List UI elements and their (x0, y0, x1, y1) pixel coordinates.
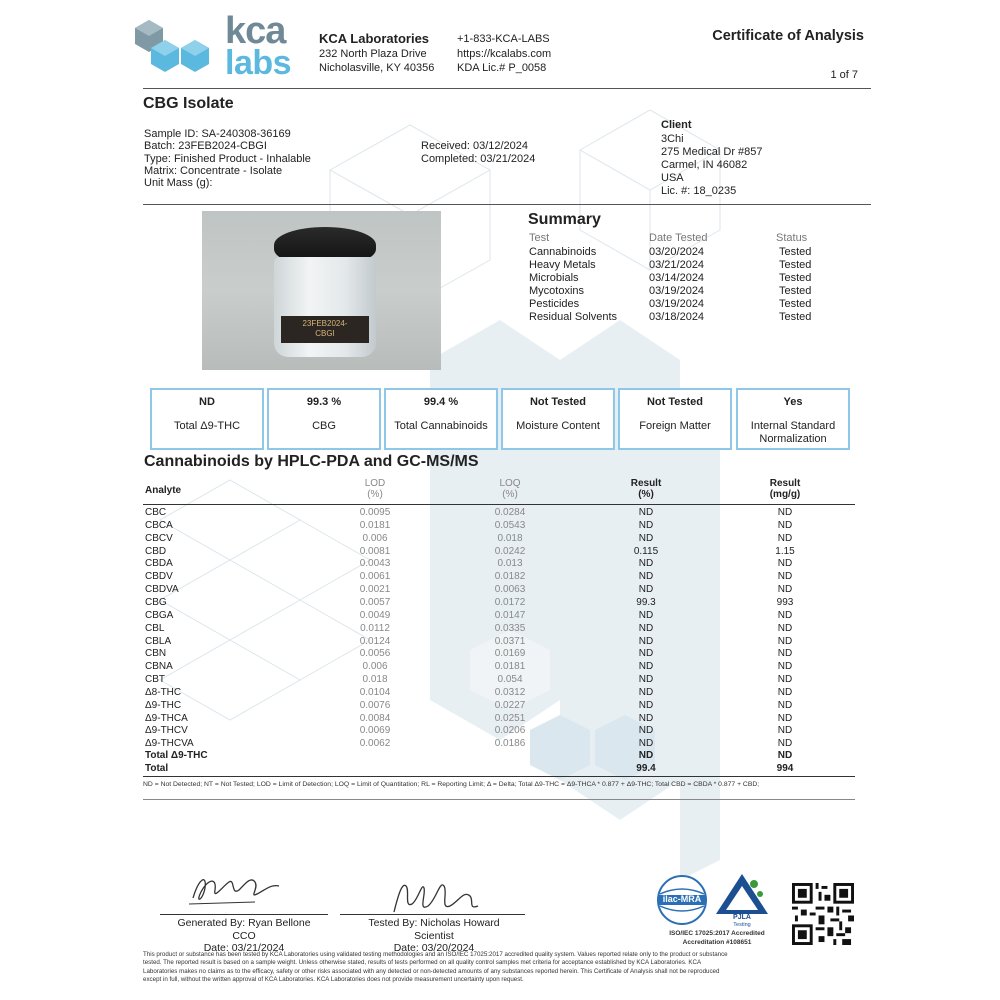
analyte-name: CBGA (145, 609, 174, 621)
stat-value: ND (199, 396, 215, 408)
table-header (145, 477, 855, 503)
result-mg: ND (777, 558, 793, 570)
iso-accreditation-line1: ISO/IEC 17025:2017 Accredited (669, 930, 765, 937)
stat-box-total-thc (150, 388, 264, 450)
table-row (145, 546, 855, 559)
analyte-name: CBD (145, 545, 167, 557)
footnote-divider (143, 799, 855, 800)
loq-value: 0.0284 (494, 507, 526, 518)
table-row (145, 674, 855, 687)
summary-status: Tested (779, 285, 812, 297)
result-pct: ND (638, 609, 654, 621)
tested-by-role: Scientist (414, 929, 454, 942)
stat-label: Moisture Content (516, 420, 600, 432)
loq-value: 0.0186 (494, 738, 526, 750)
logo-text-labs: labs (225, 44, 292, 82)
analyte-name: CBN (145, 648, 167, 660)
page-number: 1 of 7 (830, 69, 858, 81)
loq-value: 0.0227 (494, 699, 526, 711)
result-pct: ND (638, 507, 654, 518)
col-result-mg-label: Result (769, 478, 801, 489)
lod-value: 0.0057 (359, 596, 391, 608)
lod-value: 0.0124 (359, 635, 391, 647)
loq-value: 0.018 (497, 532, 523, 544)
summary-row (529, 285, 829, 298)
summary-status: Tested (779, 298, 812, 310)
analyte-name: Δ8-THC (145, 686, 182, 698)
result-pct: ND (638, 661, 654, 673)
summary-test: Pesticides (529, 298, 580, 310)
total-label: Total (145, 763, 169, 774)
summary-date: 03/19/2024 (649, 298, 705, 310)
summary-row (529, 246, 829, 259)
summary-row (529, 259, 829, 272)
total-thc-label: Total Δ9-THC (145, 750, 208, 761)
stat-box-moisture (501, 388, 615, 450)
disclaimer (143, 951, 863, 984)
col-analyte: Analyte (145, 485, 182, 496)
result-pct: ND (638, 725, 654, 737)
result-pct: ND (638, 738, 654, 750)
col-result-mg (755, 478, 815, 500)
result-pct: ND (638, 519, 654, 531)
jar-label-line1: 23FEB2024- (302, 319, 348, 328)
result-mg: ND (777, 674, 793, 686)
result-mg: ND (777, 584, 793, 596)
summary-header-row (529, 232, 829, 245)
client-country: USA (661, 172, 684, 184)
result-pct: 0.115 (633, 545, 659, 557)
result-pct: ND (638, 532, 654, 544)
client-address-line1: 275 Medical Dr #857 (661, 146, 763, 158)
logo-cubes-icon (133, 18, 213, 83)
result-mg: 1.15 (775, 545, 795, 557)
company-website[interactable]: https://kcalabs.com (457, 48, 552, 60)
pjla-triangle-icon (714, 872, 770, 916)
result-mg: ND (777, 725, 793, 737)
analyte-name: CBDV (145, 571, 173, 583)
table-footer-divider (143, 776, 855, 777)
company-phone: +1-833-KCA-LABS (457, 33, 550, 45)
result-pct: ND (638, 674, 654, 686)
received-date: Received: 03/12/2024 (421, 140, 529, 152)
stat-label: Total Δ9-THC (173, 420, 241, 432)
stat-label: Total Cannabinoids (394, 420, 488, 432)
tested-by: Tested By: Nicholas Howard (368, 917, 500, 929)
summary-test: Residual Solvents (529, 311, 618, 323)
summary-row (529, 272, 829, 285)
lod-value: 0.0043 (359, 558, 391, 570)
signature-nicholas-howard (388, 876, 488, 916)
loq-value: 0.0206 (494, 725, 526, 737)
result-mg: ND (777, 635, 793, 647)
result-mg: ND (777, 571, 793, 583)
result-pct: ND (638, 584, 654, 596)
analyte-name: Δ9-THCV (145, 725, 188, 737)
loq-value: 0.013 (497, 558, 523, 570)
sample-id: Sample ID: SA-240308-36169 (144, 128, 291, 140)
signature-ryan-bellone (185, 868, 285, 910)
loq-value: 0.0251 (494, 712, 526, 724)
total-thc-row (145, 750, 855, 763)
client-name: 3Chi (661, 133, 684, 145)
analyte-name: CBG (145, 596, 167, 608)
col-result-pct (616, 478, 676, 500)
analyte-name: CBDA (145, 558, 173, 570)
client-license: Lic. #: 18_0235 (661, 185, 737, 197)
ilac-text: ilac-MRA (662, 894, 702, 904)
lod-value: 0.0095 (359, 507, 391, 518)
table-row (145, 636, 855, 649)
total-mg: 994 (776, 763, 794, 774)
summary-status: Tested (779, 272, 812, 284)
cannabinoids-heading: Cannabinoids by HPLC-PDA and GC-MS/MS (144, 453, 479, 470)
analyte-name: CBCA (145, 519, 173, 531)
result-pct: ND (638, 648, 654, 660)
total-row (145, 763, 855, 776)
signature-line-left (160, 914, 328, 915)
lod-value: 0.0112 (360, 622, 390, 634)
summary-test: Cannabinoids (529, 246, 597, 258)
signature-block-left (150, 917, 338, 955)
logo-text-kca: kca (225, 10, 286, 52)
completed-date: Completed: 03/21/2024 (421, 153, 536, 165)
disclaimer-line: This product or substance has been tested by KCA Laboratories using validated testing methodologies and an ISO/IEC 17025:2017 accredited quality system. Values reported relate only to the product or substance (143, 951, 728, 958)
lod-value: 0.0061 (359, 571, 391, 583)
loq-value: 0.0172 (494, 596, 526, 608)
result-mg: ND (777, 648, 793, 660)
stat-value: 99.4 % (423, 396, 459, 408)
loq-value: 0.0169 (494, 648, 526, 660)
analyte-name: CBNA (145, 661, 173, 673)
analyte-name: CBCV (145, 532, 173, 544)
summary-date: 03/21/2024 (649, 259, 705, 271)
table-row (145, 648, 855, 661)
pjla-subtext: Testing (733, 922, 751, 928)
result-pct: ND (638, 686, 654, 698)
result-mg: 993 (776, 596, 794, 608)
stat-box-cbg (267, 388, 381, 450)
company-name: KCA Laboratories (319, 31, 430, 46)
summary-row (529, 311, 829, 324)
lod-value: 0.0021 (359, 584, 391, 596)
table-row (145, 661, 855, 674)
analyte-name: Δ9-THCA (145, 712, 188, 724)
loq-value: 0.0543 (494, 519, 526, 531)
stat-box-foreign-matter (618, 388, 732, 450)
col-result-pct-label: Result (630, 478, 662, 489)
loq-value: 0.0335 (494, 622, 526, 634)
pjla-logo (714, 872, 770, 928)
analyte-name: Δ9-THCVA (145, 738, 194, 750)
sample-type: Type: Finished Product - Inhalable (144, 153, 311, 165)
table-row (145, 520, 855, 533)
col-loq-label: LOQ (499, 478, 521, 489)
lod-value: 0.0081 (359, 545, 391, 557)
result-pct: 99.3 (636, 596, 656, 608)
loq-value: 0.0371 (494, 635, 526, 647)
summary-test: Heavy Metals (529, 259, 596, 271)
col-result-mg-unit: (mg/g) (769, 489, 801, 500)
ilac-mra-logo (655, 874, 709, 926)
lod-value: 0.0076 (359, 699, 391, 711)
sample-matrix: Matrix: Concentrate - Isolate (144, 165, 283, 177)
pjla-text: PJLA (733, 914, 751, 921)
summary-col-date: Date Tested (649, 232, 708, 244)
lod-value: 0.0056 (359, 648, 391, 660)
result-pct: ND (638, 635, 654, 647)
stat-label: Internal Standard Normalization (750, 420, 836, 445)
summary-date: 03/14/2024 (649, 272, 705, 284)
total-thc-pct: ND (638, 750, 654, 761)
signature-line-right (340, 914, 525, 915)
sample-batch: Batch: 23FEB2024-CBGI (144, 140, 267, 152)
result-pct: ND (638, 571, 654, 583)
loq-value: 0.054 (497, 674, 523, 686)
summary-col-test: Test (529, 232, 550, 244)
stat-box-total-cannabinoids (384, 388, 498, 450)
analyte-name: CBLA (145, 635, 172, 647)
company-logo (133, 10, 298, 83)
stat-value: Not Tested (646, 396, 704, 408)
result-mg: ND (777, 686, 793, 698)
table-row (145, 558, 855, 571)
lod-value: 0.006 (362, 661, 388, 673)
result-mg: ND (777, 712, 793, 724)
col-lod (345, 478, 405, 500)
sample-unit-mass: Unit Mass (g): (144, 177, 213, 189)
result-mg: ND (777, 661, 793, 673)
summary-status: Tested (779, 246, 812, 258)
table-row (145, 507, 855, 520)
client-address-line2: Carmel, IN 46082 (661, 159, 748, 171)
sample-divider (143, 204, 871, 205)
result-mg: ND (777, 609, 793, 621)
loq-value: 0.0242 (494, 545, 526, 557)
result-mg: ND (777, 738, 793, 750)
client-heading: Client (661, 119, 692, 131)
loq-value: 0.0147 (494, 609, 526, 621)
table-row (145, 687, 855, 700)
result-mg: ND (777, 519, 793, 531)
header-divider (143, 88, 871, 89)
disclaimer-line: except in full, without the written approval of KCA Laboratories. KCA Laboratories does not provide measurement uncertainty upon request. (143, 975, 524, 983)
lod-value: 0.0069 (359, 725, 391, 737)
result-mg: ND (777, 507, 793, 518)
result-pct: ND (638, 622, 654, 634)
lod-value: 0.006 (362, 532, 388, 544)
summary-test: Microbials (529, 272, 579, 284)
loq-value: 0.0181 (494, 661, 526, 673)
summary-row (529, 298, 829, 311)
stat-label: Foreign Matter (639, 420, 711, 432)
col-loq (480, 478, 540, 500)
generated-by-date: Date: 03/21/2024 (203, 942, 285, 954)
document-title: Certificate of Analysis (712, 28, 864, 44)
result-pct: ND (638, 558, 654, 570)
company-address-line1: 232 North Plaza Drive (319, 48, 427, 60)
table-row (145, 623, 855, 636)
iso-accreditation-line2: Accreditation #108651 (682, 939, 752, 946)
product-name: CBG Isolate (143, 95, 234, 112)
loq-value: 0.0312 (494, 686, 526, 698)
table-row (145, 725, 855, 738)
lod-value: 0.0049 (359, 609, 391, 621)
loq-value: 0.0182 (494, 571, 526, 583)
analyte-name: CBDVA (145, 584, 179, 596)
result-mg: ND (777, 699, 793, 711)
stat-label: CBG (312, 420, 336, 432)
company-license: KDA Lic.# P_0058 (457, 62, 547, 74)
summary-col-status: Status (776, 232, 808, 244)
total-thc-mg: ND (777, 750, 793, 761)
table-row (145, 571, 855, 584)
summary-date: 03/20/2024 (649, 246, 705, 258)
summary-status: Tested (779, 311, 812, 323)
tested-by-date: Date: 03/20/2024 (393, 942, 475, 954)
lod-value: 0.018 (362, 674, 388, 686)
summary-date: 03/18/2024 (649, 311, 705, 323)
summary-heading: Summary (528, 211, 601, 228)
summary-test: Mycotoxins (529, 285, 585, 297)
result-pct: ND (638, 699, 654, 711)
stat-value: Yes (783, 396, 803, 408)
jar-label-line2: CBGI (315, 329, 335, 338)
total-pct: 99.4 (636, 763, 656, 774)
analyte-name: Δ9-THC (145, 699, 182, 711)
analyte-name: CBT (145, 674, 165, 686)
qr-code-icon[interactable] (792, 883, 854, 945)
generated-by-role: CCO (232, 929, 256, 942)
lod-value: 0.0084 (359, 712, 391, 724)
lod-value: 0.0104 (359, 686, 391, 698)
table-row (145, 533, 855, 546)
table-row (145, 584, 855, 597)
loq-value: 0.0063 (494, 584, 526, 596)
col-lod-unit: (%) (367, 489, 383, 500)
product-photo (202, 211, 441, 370)
stat-box-normalization (736, 388, 850, 450)
stat-value: 99.3 % (306, 396, 342, 408)
table-footnote: ND = Not Detected; NT = Not Tested; LOD = Limit of Detection; LOQ = Limit of Quantitation; RL = Reporting Limit; Δ = Delta; Total Δ9-THC = Δ9-THCA * 0.877 + Δ9-THC; Total CBD = CBDA * 0.877 + CBD; (143, 781, 760, 788)
col-result-pct-unit: (%) (638, 489, 654, 500)
company-address-line2: Nicholasville, KY 40356 (319, 62, 435, 74)
analyte-name: CBC (145, 507, 167, 518)
col-loq-unit: (%) (502, 489, 518, 500)
table-row (145, 597, 855, 610)
col-lod-label: LOD (364, 478, 386, 489)
table-header-divider (143, 504, 855, 505)
table-row (145, 610, 855, 623)
lod-value: 0.0062 (359, 738, 391, 750)
result-mg: ND (777, 532, 793, 544)
summary-status: Tested (779, 259, 812, 271)
analyte-name: CBL (145, 622, 165, 634)
jar-label (281, 316, 369, 343)
result-mg: ND (777, 622, 793, 634)
disclaimer-line: tested. The reported result is based on a sample weight. Unless otherwise stated, results of tests performed on all quality control samples met criteria for acceptance established by KCA Laboratories. KCA (143, 959, 702, 967)
lod-value: 0.0181 (359, 519, 391, 531)
stat-value: Not Tested (529, 396, 587, 408)
signature-block-right (340, 917, 528, 955)
table-row (145, 700, 855, 713)
summary-date: 03/19/2024 (649, 285, 705, 297)
generated-by: Generated By: Ryan Bellone (177, 917, 311, 929)
disclaimer-line: Laboratories makes no claims as to the efficacy, safety or other risks associated with any detected or non-detected amounts of any substances reported herein. This Certificate of Analysis shall not be reproduced (143, 967, 720, 975)
result-pct: ND (638, 712, 654, 724)
table-row (145, 713, 855, 726)
